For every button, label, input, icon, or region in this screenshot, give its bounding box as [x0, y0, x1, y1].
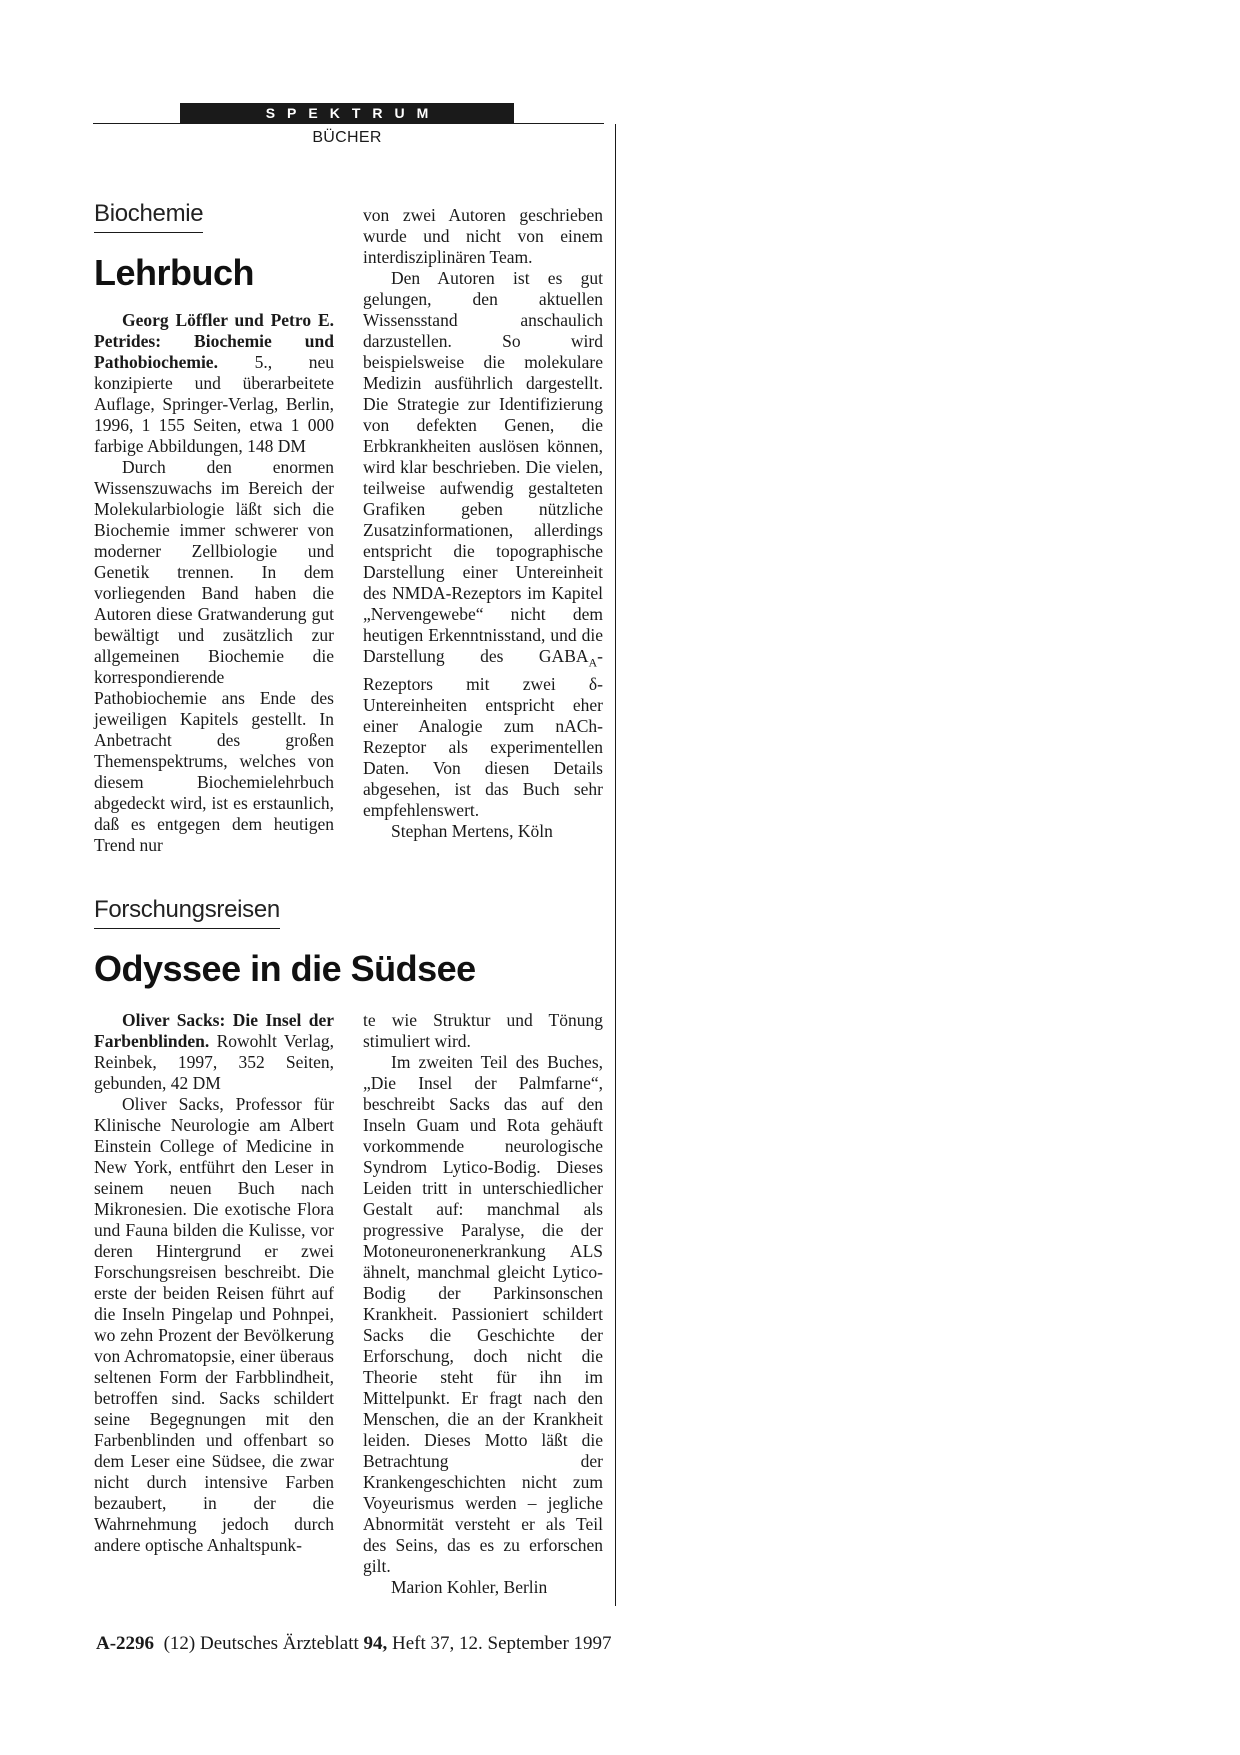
page-number: A-2296: [96, 1633, 155, 1654]
article1-bibliography: [94, 310, 334, 457]
article2-headline: Odyssee in die Südsee: [94, 948, 476, 989]
section-banner: SPEKTRUM: [180, 103, 514, 124]
article1-p2-text-b: -Rezeptors mit zwei δ-Untereinheiten entspricht eher einer Analogie zum nACh-Rezeptor als experimentellen Daten. Von diesen Details abgesehen, ist das Buch sehr empfehlenswert.: [363, 646, 603, 820]
article1-column-left: [94, 310, 334, 856]
article2-paragraph-1: Oliver Sacks, Professor für Klinische Neurologie am Albert Einstein College of Medicine in New York, entführt den Leser in seinem neuen Buch nach Mikronesien. Die exotische Flora und Fauna bilden die Kulisse, vor deren Hintergrund er zwei Forschungsreisen beschreibt. Die erste der beiden Reisen führt auf die Inseln Pingelap und Pohnpei, wo zehn Prozent der Bevölkerung von Achromatopsie, einer überaus seltenen Form der Farbblindheit, betroffen sind. Sacks schildert seine Begegnungen mit den Farbenblinden und offenbart so dem Leser eine Südsee, die zwar nicht durch intensive Farben bezaubert, in der die Wahrnehmung jedoch durch andere optische Anhaltspunk-: [94, 1094, 334, 1555]
article2-paragraph-2: Im zweiten Teil des Buches, „Die Insel der Palmfarne“, beschreibt Sacks das auf den Inseln Guam und Rota gehäuft vorkommende neurologische Syndrom Lytico-Bodig. Dieses Leiden tritt in unterschiedlicher Gestalt auf: manchmal als progressive Paralyse, die der Motoneuronenerkrankung ALS ähnelt, manchmal gleicht Lytico-Bodig der Parkinsonschen Krankheit. Passioniert schildert Sacks die Geschichte der Erforschung, doch nicht die Theorie steht für ihn im Mittelpunkt. Er fragt nach den Menschen, die an der Krankheit leiden. Dieses Motto läßt die Betrachtung der Krankengeschichten nicht zum Voyeurismus werden – jegliche Abnormität versteht er als Teil des Seins, das es zu erforschen gilt.: [363, 1052, 603, 1576]
article2-continuation: te wie Struktur und Tönung stimuliert wird.: [363, 1010, 603, 1051]
article1-column-right: [363, 205, 603, 842]
article1-category: Biochemie: [94, 200, 203, 233]
article1-bib-title: Georg Löffler und Petro E. Petrides: Biochemie und Pathobiochemie.: [94, 310, 334, 372]
footer-issue: Heft 37, 12. September 1997: [387, 1633, 612, 1654]
header-rule: [93, 123, 604, 124]
article1-bib-details: 5., neu konzipierte und überarbeitete Auflage, Springer-Verlag, Berlin, 1996, 1 155 Seiten, etwa 1 000 farbige Abbildungen, 148 DM: [94, 352, 334, 456]
article2-column-left: [94, 1010, 334, 1556]
section-subtitle: BÜCHER: [312, 129, 382, 146]
article1-paragraph-2: [363, 268, 603, 821]
article2-column-right: [363, 1010, 603, 1598]
footer-publication: (12) Deutsches Ärzteblatt: [154, 1633, 364, 1654]
article1-p2-subscript: A: [588, 655, 598, 670]
article2-signature: Marion Kohler, Berlin: [391, 1577, 548, 1597]
article2-bibliography: [94, 1010, 334, 1094]
page-footer: [96, 1633, 612, 1655]
article1-headline: Lehrbuch: [94, 252, 255, 293]
column-divider: [615, 124, 616, 1606]
article1-signature: Stephan Mertens, Köln: [391, 820, 553, 841]
article2-bib-title: Oliver Sacks: Die Insel der Farbenblinden.: [94, 1010, 334, 1051]
article2-category: Forschungsreisen: [94, 896, 280, 929]
article1-paragraph-1: Durch den enormen Wissenszuwachs im Bereich der Molekularbiologie läßt sich die Biochemie immer schwerer von moderner Zellbiologie und Genetik trennen. In dem vorliegenden Band haben die Autoren diese Gratwanderung gut bewältigt und zusätzlich zur allgemeinen Biochemie die korrespondierende Pathobiochemie ans Ende des jeweiligen Kapitels gestellt. In Anbetracht des großen Themenspektrums, welches von diesem Biochemielehrbuch abgedeckt wird, ist es erstaunlich, daß es entgegen dem heutigen Trend nur: [94, 457, 334, 855]
article1-p2-text-a: Den Autoren ist es gut gelungen, den aktuellen Wissensstand anschaulich darzustellen. So wird beispielsweise die molekulare Medizin ausführlich dargestellt. Die Strategie zur Identifizierung von defekten Genen, die Erbkrankheiten auslösen können, wird klar beschrieben. Die vielen, teilweise aufwendig gestalteten Grafiken geben nützliche Zusatzinformationen, allerdings entspricht die topographische Darstellung einer Untereinheit des NMDA-Rezeptors im Kapitel „Nervengewebe“ nicht dem heutigen Erkenntnisstand, und die Darstellung des GABA: [363, 268, 603, 666]
footer-volume: 94,: [363, 1633, 388, 1654]
article1-continuation: von zwei Autoren geschrieben wurde und nicht von einem interdisziplinären Team.: [363, 205, 603, 267]
article2-bib-details: Rowohlt Verlag, Reinbek, 1997, 352 Seiten, gebunden, 42 DM: [94, 1031, 334, 1093]
